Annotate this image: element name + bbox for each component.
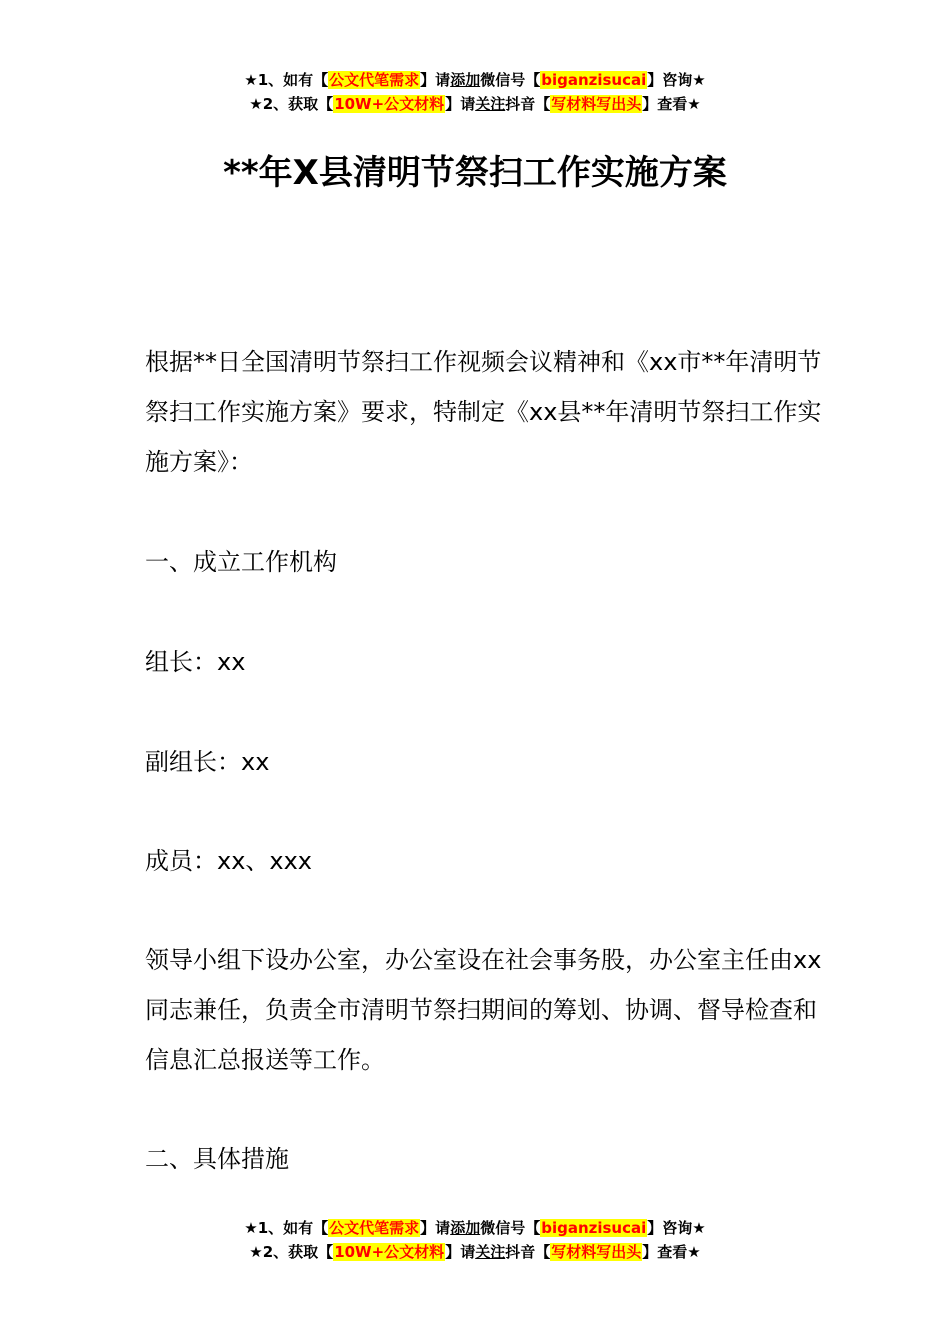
banner-text: 】请 [445, 95, 476, 113]
leader-line: 组长：xx [145, 648, 246, 676]
banner-text: 抖音【 [505, 1243, 551, 1261]
document-title: **年X县清明节祭扫工作实施方案 [223, 153, 727, 193]
deputy-leader-line: 副组长：xx [145, 748, 270, 776]
highlight-text: 公文代笔需求 [329, 71, 420, 89]
highlight-text: 公文代笔需求 [329, 1219, 420, 1237]
banner-text: 】请 [420, 71, 451, 89]
footer-banner [0, 1216, 950, 1264]
highlight-text: 10W+公文材料 [334, 1243, 445, 1261]
underlined-text: 关注 [475, 1243, 506, 1261]
banner-text: ★1、如有【 [244, 1219, 329, 1237]
banner-text: ★2、获取【 [249, 95, 334, 113]
underlined-text: 关注 [475, 95, 506, 113]
section-1-heading: 一、成立工作机构 [145, 548, 337, 576]
banner-line-2 [0, 1240, 950, 1264]
banner-text: 】咨询★ [647, 1219, 706, 1237]
office-paragraph: 领导小组下设办公室，办公室设在社会事务股，办公室主任由xx同志兼任，负责全市清明节祭扫期间的筹划、协调、督导检查和信息汇总报送等工作。 [145, 946, 822, 1074]
banner-text: 】请 [420, 1219, 451, 1237]
banner-line-2 [0, 92, 950, 116]
banner-text: 】查看★ [642, 1243, 701, 1261]
banner-line-1 [0, 68, 950, 92]
highlight-text: biganzisucai [541, 71, 647, 89]
banner-line-1 [0, 1216, 950, 1240]
section-2-heading: 二、具体措施 [145, 1145, 289, 1173]
intro-paragraph: 根据**日全国清明节祭扫工作视频会议精神和《xx市**年清明节祭扫工作实施方案》要求，特制定《xx县**年清明节祭扫工作实施方案》： [145, 348, 822, 476]
banner-text: ★1、如有【 [244, 71, 329, 89]
banner-text: 】查看★ [642, 95, 701, 113]
underlined-text: 添加 [450, 71, 481, 89]
banner-text: 】咨询★ [647, 71, 706, 89]
header-banner [0, 68, 950, 116]
members-line: 成员：xx、xxx [145, 847, 313, 875]
banner-text: 微信号【 [480, 71, 541, 89]
highlight-text: 写材料写出头 [551, 95, 642, 113]
highlight-text: 10W+公文材料 [334, 95, 445, 113]
banner-text: 微信号【 [480, 1219, 541, 1237]
banner-text: 抖音【 [505, 95, 551, 113]
highlight-text: biganzisucai [541, 1219, 647, 1237]
banner-text: ★2、获取【 [249, 1243, 334, 1261]
underlined-text: 添加 [450, 1219, 481, 1237]
banner-text: 】请 [445, 1243, 476, 1261]
highlight-text: 写材料写出头 [551, 1243, 642, 1261]
